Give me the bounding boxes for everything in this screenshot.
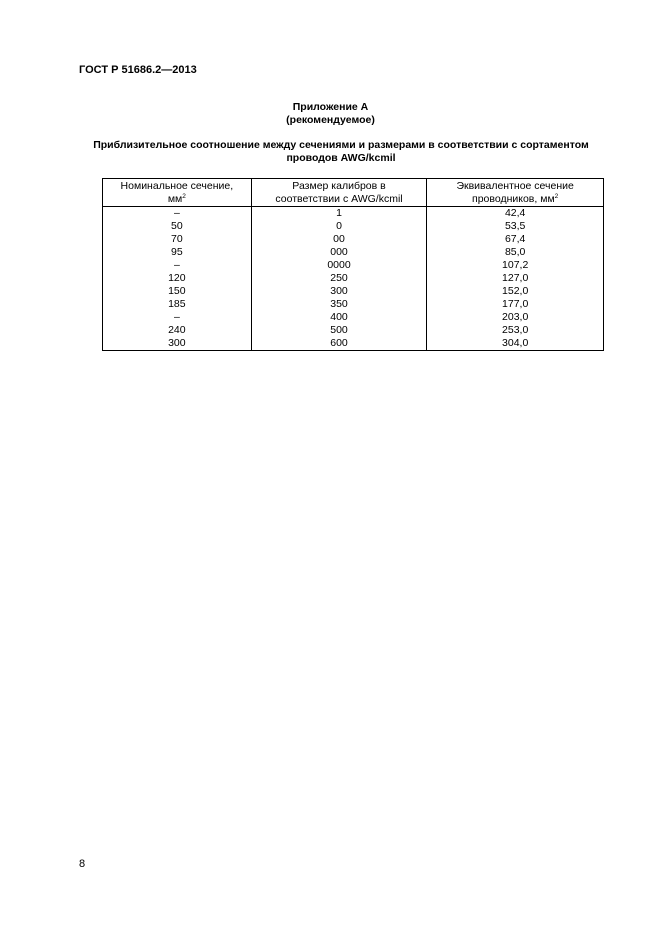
cell-equivalent: 304,0 xyxy=(427,337,604,351)
cell-awg: 350 xyxy=(251,298,427,311)
header-line-2: соответствии с AWG/kcmil xyxy=(275,192,403,205)
cell-equivalent: 85,0 xyxy=(427,246,604,259)
table-title-line-2: проводов AWG/kcmil xyxy=(286,152,396,164)
header-line-1: Размер калибров в xyxy=(292,180,386,192)
cell-nominal: 120 xyxy=(103,272,252,285)
cell-equivalent: 127,0 xyxy=(427,272,604,285)
table-row xyxy=(103,233,604,246)
table-row xyxy=(103,324,604,337)
cell-awg: 500 xyxy=(251,324,427,337)
cell-awg: 000 xyxy=(251,246,427,259)
table-row xyxy=(103,311,604,324)
table-row xyxy=(103,220,604,233)
header-equivalent-section xyxy=(427,179,604,207)
cell-equivalent: 42,4 xyxy=(427,207,604,221)
table-row xyxy=(103,337,604,351)
cell-nominal: 300 xyxy=(103,337,252,351)
header-nominal-section xyxy=(103,179,252,207)
cell-nominal: – xyxy=(103,207,252,221)
cell-equivalent: 152,0 xyxy=(427,285,604,298)
cell-awg: 250 xyxy=(251,272,427,285)
cell-awg: 0000 xyxy=(251,259,427,272)
page-number: 8 xyxy=(79,858,86,870)
cell-nominal: 185 xyxy=(103,298,252,311)
cell-nominal: 240 xyxy=(103,324,252,337)
cell-awg: 400 xyxy=(251,311,427,324)
header-awg-size xyxy=(251,179,427,207)
table-row xyxy=(103,259,604,272)
table-row xyxy=(103,298,604,311)
cell-equivalent: 253,0 xyxy=(427,324,604,337)
header-superscript: 2 xyxy=(554,192,559,200)
header-line-2: проводников, мм xyxy=(472,192,555,205)
table-row xyxy=(103,246,604,259)
cell-awg: 1 xyxy=(251,207,427,221)
cell-nominal: 50 xyxy=(103,220,252,233)
conversion-table xyxy=(102,178,604,351)
cell-equivalent: 107,2 xyxy=(427,259,604,272)
document-code: ГОСТ Р 51686.2—2013 xyxy=(79,64,197,76)
table-row xyxy=(103,285,604,298)
header-superscript: 2 xyxy=(182,192,186,200)
cell-equivalent: 203,0 xyxy=(427,311,604,324)
appendix-heading xyxy=(0,101,661,127)
cell-nominal: 70 xyxy=(103,233,252,246)
appendix-label: Приложение А xyxy=(292,101,369,113)
table-title xyxy=(70,139,612,165)
cell-nominal: 150 xyxy=(103,285,252,298)
cell-nominal: 95 xyxy=(103,246,252,259)
cell-equivalent: 53,5 xyxy=(427,220,604,233)
header-line-1: Эквивалентное сечение xyxy=(456,180,574,192)
table-title-line-1: Приблизительное соотношение между сечениями и размерами в соответствии с сортаментом xyxy=(93,139,589,151)
appendix-status: (рекомендуемое) xyxy=(286,114,375,126)
cell-nominal: – xyxy=(103,311,252,324)
table-row xyxy=(103,272,604,285)
cell-awg: 0 xyxy=(251,220,427,233)
cell-awg: 300 xyxy=(251,285,427,298)
header-line-1: Номинальное сечение, xyxy=(120,180,234,192)
cell-equivalent: 67,4 xyxy=(427,233,604,246)
table-row xyxy=(103,207,604,221)
cell-awg: 600 xyxy=(251,337,427,351)
header-line-2: мм xyxy=(167,192,183,205)
cell-nominal: – xyxy=(103,259,252,272)
cell-equivalent: 177,0 xyxy=(427,298,604,311)
table-header-row xyxy=(103,179,604,207)
cell-awg: 00 xyxy=(251,233,427,246)
